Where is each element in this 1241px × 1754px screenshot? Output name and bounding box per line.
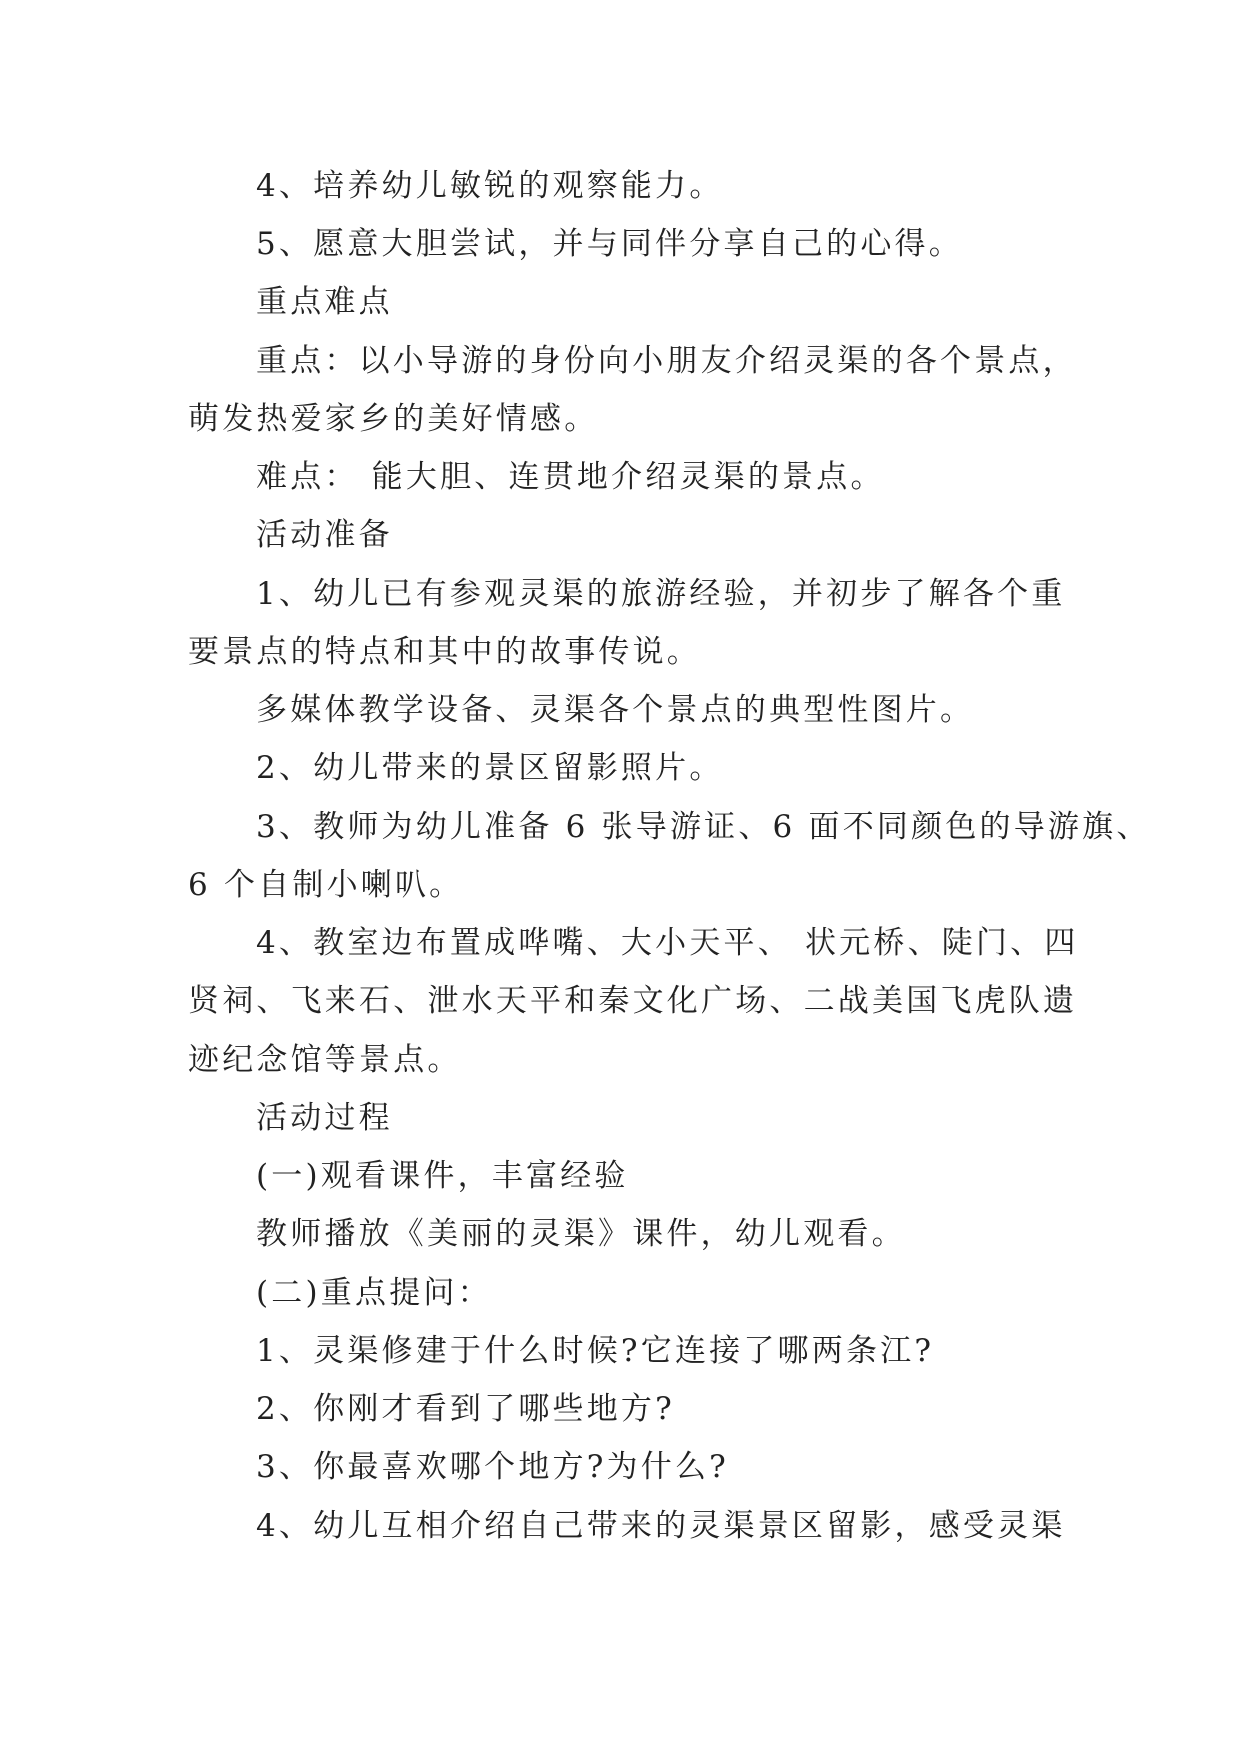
text-line: 难点： 能大胆、连贯地介绍灵渠的景点。 [256,459,885,495]
section-heading: 活动准备 [256,517,393,553]
text-line: 2、幼儿带来的景区留影照片。 [256,750,724,786]
text-line: 4、培养幼儿敏锐的观察能力。 [256,168,724,204]
text-line: 迹纪念馆等景点。 [188,1042,462,1078]
text-line: 贤祠、飞来石、泄水天平和秦文化广场、二战美国飞虎队遗 [188,983,1078,1019]
section-heading: 重点难点 [256,284,393,320]
text-line: 4、幼儿互相介绍自己带来的灵渠景区留影，感受灵渠 [256,1508,1066,1544]
text-line: (二)重点提问： [256,1275,492,1311]
text-line: (一)观看课件，丰富经验 [256,1158,629,1194]
text-line: 3、教师为幼儿准备 6 张导游证、6 面不同颜色的导游旗、 [256,809,1151,845]
text-line: 2、你刚才看到了哪些地方? [256,1391,675,1427]
text-line: 5、愿意大胆尝试，并与同伴分享自己的心得。 [256,226,963,262]
text-line: 3、你最喜欢哪个地方?为什么? [256,1449,729,1485]
text-line: 要景点的特点和其中的故事传说。 [188,634,701,670]
text-line: 萌发热爱家乡的美好情感。 [188,401,599,437]
text-line: 教师播放《美丽的灵渠》课件，幼儿观看。 [256,1216,906,1252]
text-line: 6 个自制小喇叭。 [188,867,464,903]
text-line: 重点：以小导游的身份向小朋友介绍灵渠的各个景点， [256,343,1077,379]
section-heading: 活动过程 [256,1100,393,1136]
text-line: 多媒体教学设备、灵渠各个景点的典型性图片。 [256,692,975,728]
text-line: 1、灵渠修建于什么时候?它连接了哪两条江? [256,1333,935,1369]
text-line: 4、教室边布置成哗嘴、大小天平、 状元桥、陡门、四 [256,925,1079,961]
text-line: 1、幼儿已有参观灵渠的旅游经验，并初步了解各个重 [256,576,1066,612]
